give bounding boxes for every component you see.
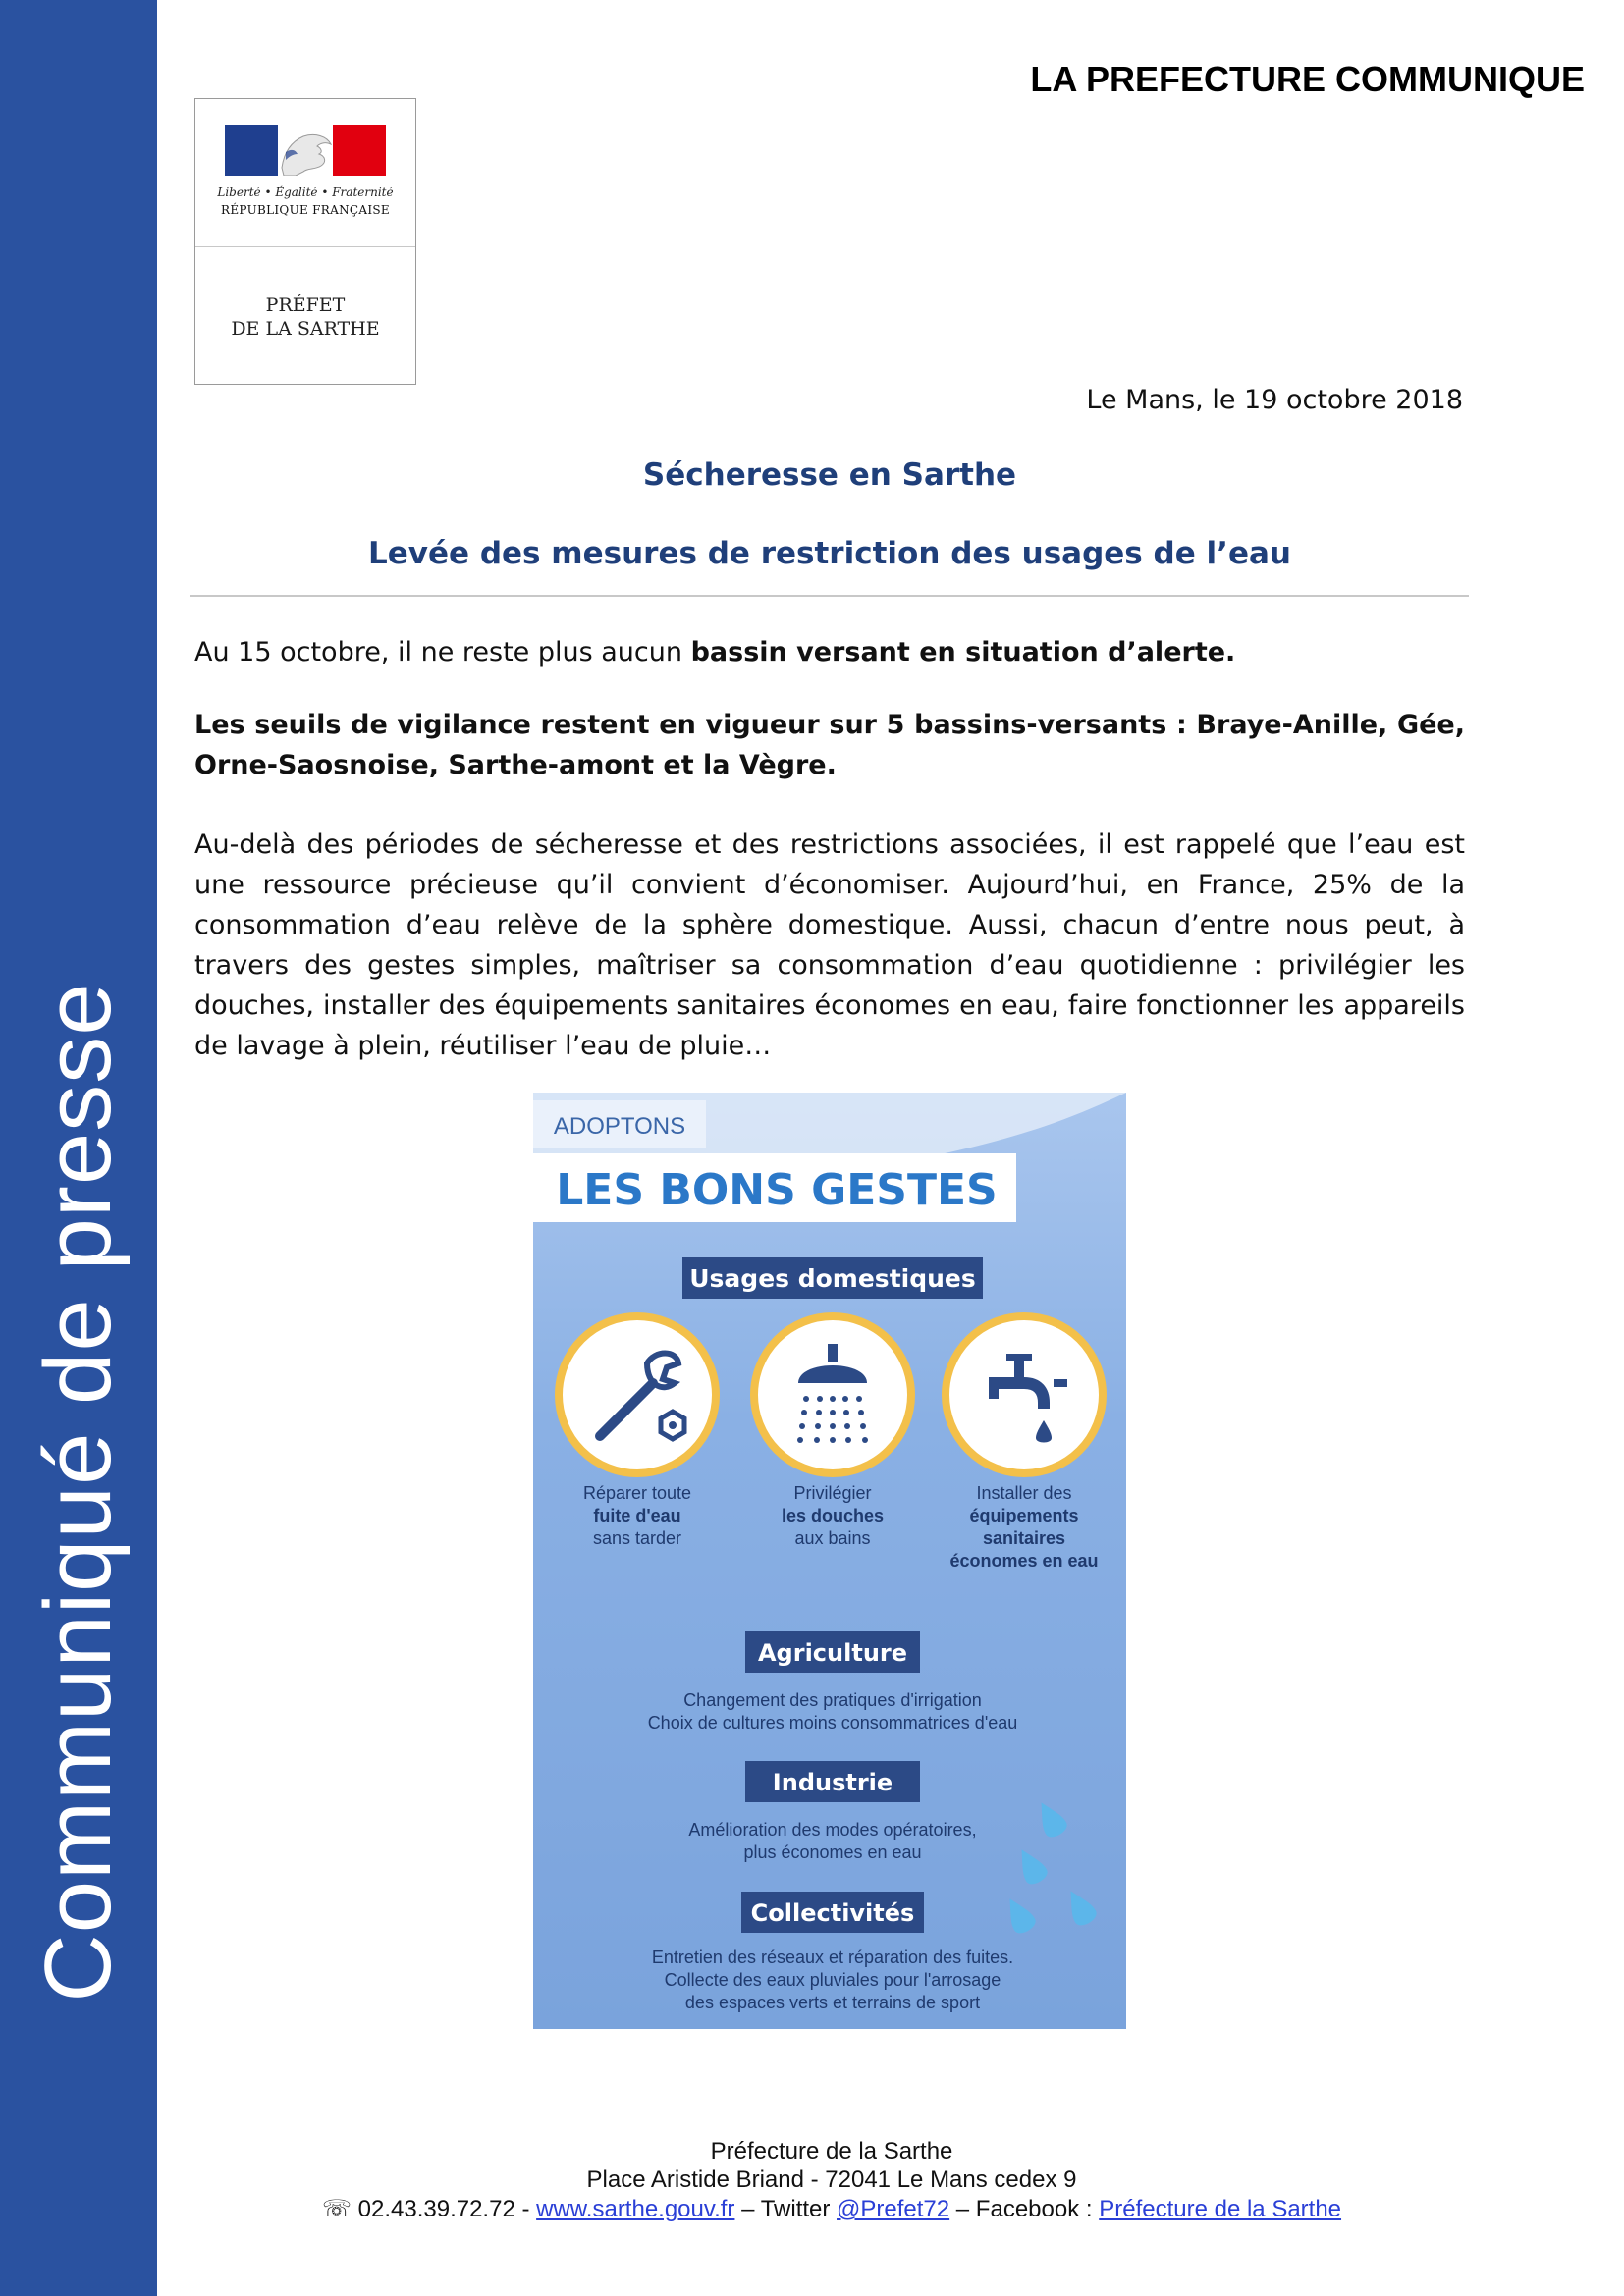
footer-phone: ☏ 02.43.39.72.72 -: [321, 2196, 537, 2222]
marianne-logo-icon: [225, 125, 386, 176]
logo-divider: [195, 246, 415, 247]
wrench-icon: [559, 1316, 716, 1473]
shower-icon: [754, 1316, 911, 1473]
item3-line2: équipements: [969, 1506, 1079, 1525]
item1-line3: sans tarder: [592, 1528, 682, 1548]
domestic-title: Usages domestiques: [689, 1264, 976, 1293]
collectivites-line1: Entretien des réseaux et réparation des fuites.: [651, 1948, 1014, 1967]
item1-line1: Réparer toute: [582, 1483, 692, 1503]
item2-line3: aux bains: [794, 1528, 871, 1548]
infographic-bons-gestes: [533, 1093, 1126, 2029]
paragraph-alert-plain: Au 15 octobre, il ne reste plus aucun: [194, 637, 691, 667]
facebook-label: – Facebook :: [949, 2196, 1100, 2222]
industrie-line2: plus économes en eau: [743, 1842, 922, 1862]
website-link[interactable]: www.sarthe.gouv.fr: [536, 2196, 735, 2222]
industrie-title: Industrie: [772, 1769, 893, 1796]
faucet-icon: [946, 1316, 1103, 1473]
collectivites-line3: des espaces verts et terrains de sport: [684, 1993, 981, 2012]
logo-prefet: [195, 294, 415, 341]
footer-line1: Préfecture de la Sarthe: [710, 2138, 953, 2164]
item3-line3: sanitaires: [982, 1528, 1066, 1548]
item3-line1: Installer des: [976, 1483, 1072, 1503]
page-subtitle: Levée des mesures de restriction des usages de l’eau: [368, 536, 1291, 571]
sidebar-label: Communiqué de presse: [26, 982, 131, 2002]
industrie-line1: Amélioration des modes opératoires,: [688, 1820, 977, 1840]
collectivites-line2: Collecte des eaux pluviales pour l'arrosage: [664, 1970, 1001, 1990]
agriculture-line2: Choix de cultures moins consommatrices d'eau: [647, 1713, 1018, 1733]
logo-motto: Liberté • Égalité • Fraternité: [217, 186, 394, 199]
logo-republic: RÉPUBLIQUE FRANÇAISE: [221, 203, 390, 217]
item3-line4: économes en eau: [949, 1551, 1099, 1571]
item2-line2: les douches: [781, 1506, 885, 1525]
header-title: LA PREFECTURE COMMUNIQUE: [1030, 59, 1585, 99]
agriculture-line1: Changement des pratiques d'irrigation: [683, 1690, 982, 1710]
headline-text: LES BONS GESTES: [556, 1165, 998, 1215]
page-title: Sécheresse en Sarthe: [642, 457, 1017, 493]
collectivites-title: Collectivités: [750, 1899, 915, 1927]
twitter-label: – Twitter: [734, 2196, 838, 2222]
agriculture-title: Agriculture: [757, 1639, 908, 1667]
infographic-graphic: [533, 1093, 1126, 2029]
paragraph-vigilance: Les seuils de vigilance restent en vigueur sur 5 bassins-versants : Braye-Anille, Gée, Orne-Saosnoise, Sarthe-amont et la Vègre.: [194, 710, 1465, 780]
title-divider: [190, 595, 1469, 597]
paragraph-alert-bold: bassin versant en situation d’alerte.: [690, 637, 1236, 667]
twitter-link[interactable]: @Prefet72: [837, 2196, 950, 2222]
prefecture-logo: [194, 98, 416, 385]
press-date: Le Mans, le 19 octobre 2018: [1086, 385, 1463, 415]
facebook-link[interactable]: Préfecture de la Sarthe: [1099, 2196, 1342, 2222]
footer-line2: Place Aristide Briand - 72041 Le Mans cedex 9: [586, 2166, 1077, 2193]
logo-prefet-line1: PRÉFET: [265, 294, 346, 316]
logo-prefet-line2: DE LA SARTHE: [231, 318, 380, 340]
footer-contact: [236, 2195, 1428, 2223]
side-band: [0, 0, 157, 2296]
paragraph-alert-status: [194, 632, 1465, 672]
item1-line2: fuite d'eau: [593, 1506, 681, 1525]
kicker-text: ADOPTONS: [553, 1113, 686, 1140]
item2-line1: Privilégier: [793, 1483, 872, 1503]
paragraph-water-saving: Au-delà des périodes de sécheresse et des restrictions associées, il est rappelé que l’eau est une ressource précieuse qu’il convient d’économiser. Aujourd’hui, en France, 25% de la consommation d’eau relève de la sphère domestique. Aussi, chacun d’entre nous peut, à travers des gestes simples, maîtriser sa consommation d’eau quotidienne : privilégier les douches, installer des équipements sanitaires économes en eau, faire fonctionner les appareils de lavage à plein, réutiliser l’eau de pluie…: [194, 829, 1465, 1061]
